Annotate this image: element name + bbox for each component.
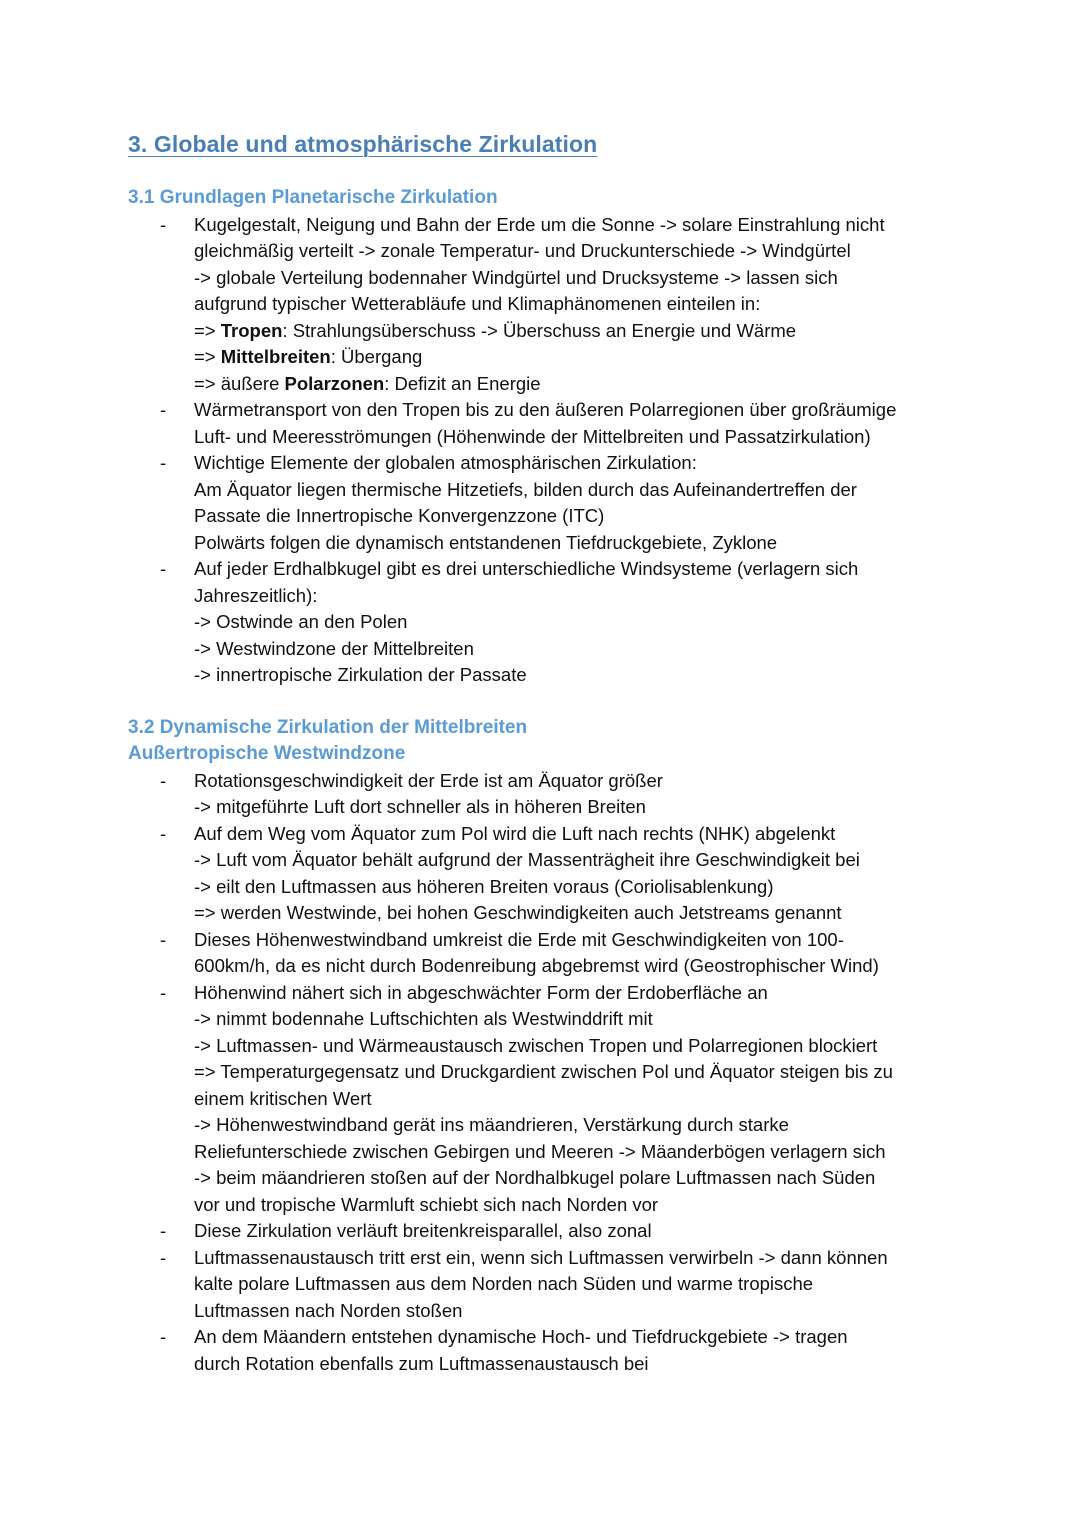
list-item: - Rotationsgeschwindigkeit der Erde ist am Äquator größer -> mitgeführte Luft dort schneller als in höheren Breiten (160, 769, 663, 817)
list-item: - Höhenwind nähert sich in abgeschwächter Form der Erdoberfläche an -> nimmt bodennahe Luftschichten als Westwinddrift mit -> Luftmassen- und Wärmeaustausch zwischen Tropen und Polarregionen blockiert => Temperaturgegensatz und Druckgardient zwischen Pol und Äquator steigen bis zu einem kritischen Wert -> Höhenwestwindband gerät ins mäandrieren, Verstärkung durch starke Reliefunterschiede zwischen Gebirgen und Meeren -> Mäanderbögen verlagern sich -> beim mäandrieren stoßen auf der Nordhalbkugel polare Luftmassen nach Süden vor und tropische Warmluft schiebt sich nach Norden vor (160, 981, 893, 1215)
bullet-dash: - (160, 452, 167, 473)
bullet-dash: - (160, 822, 167, 844)
bullet-dash: - (160, 981, 167, 1003)
list-item: - Luftmassenaustausch tritt erst ein, wenn sich Luftmassen verwirbeln -> dann können kalte polare Luftmassen aus dem Norden nach Süden und warme tropische Luftmassen nach Norden stoßen (160, 1246, 888, 1321)
bullet-dash: - (160, 1326, 167, 1347)
list-item: - Auf jeder Erdhalbkugel gibt es drei unterschiedliche Windsysteme (verlagern sich Jahreszeitlich): -> Ostwinde an den Polen -> Westwindzone der Mittelbreiten -> innertropische Zirkulation der Passate (160, 558, 859, 685)
bullet-dash: - (160, 1246, 167, 1268)
list-item: - Auf dem Weg vom Äquator zum Pol wird die Luft nach rechts (NHK) abgelenkt -> Luft vom Äquator behält aufgrund der Massenträgheit ihre Geschwindigkeit bei -> eilt den Luftmassen aus höheren Breiten voraus (Coriolisablenkung) => werden Westwinde, bei hohen Geschwindigkeiten auch Jetstreams genannt (160, 822, 860, 923)
zone-mittelbreiten: => Mittelbreiten: Übergang (194, 346, 423, 367)
list-item: - An dem Mäandern entstehen dynamische Hoch- und Tiefdruckgebiete -> tragen durch Rotation ebenfalls zum Luftmassenaustausch bei (160, 1326, 848, 1374)
document-page (128, 128, 958, 1377)
list-item: - Wärmetransport von den Tropen bis zu den äußeren Polarregionen über großräumige Luft- und Meeresströmungen (Höhenwinde der Mittelbreiten und Passatzirkulation) (160, 399, 897, 447)
zone-tropen: => Tropen: Strahlungsüberschuss -> Überschuss an Energie und Wärme (194, 319, 797, 341)
section-2-subheading: Außertropische Westwindzone (128, 743, 406, 764)
bullet-dash: - (160, 1220, 167, 1241)
bullet-dash: - (160, 928, 167, 950)
bullet-dash: - (160, 213, 167, 235)
zone-polarzonen: => äußere Polarzonen: Defizit an Energie (194, 372, 541, 394)
bullet-dash: - (160, 558, 167, 579)
section-1-list (128, 212, 958, 689)
list-item: - Kugelgestalt, Neigung und Bahn der Erde um die Sonne -> solare Einstrahlung nicht gleichmäßig verteilt -> zonale Temperatur- und Druckunterschiede -> Windgürtel -> globale Verteilung bodennaher Windgürtel und Drucksysteme -> lassen sich aufgrund typischer Wetterabläufe und Klimaphänomenen einteilen in: => Tropen: Strahlungsüberschuss -> Überschuss an Energie und Wärme => Mittelbreiten: Übergang => äußere Polarzonen: Defizit an Energie (128, 212, 958, 398)
list-item: - Diese Zirkulation verläuft breitenkreisparallel, also zonal (128, 1218, 958, 1245)
section-2-heading: 3.2 Dynamische Zirkulation der Mittelbreiten (128, 716, 528, 738)
list-item: - Dieses Höhenwestwindband umkreist die Erde mit Geschwindigkeiten von 100- 600km/h, da es nicht durch Bodenreibung abgebremst wird (Geostrophischer Wind) (160, 928, 879, 976)
bullet-dash: - (160, 399, 167, 420)
section-2-list (128, 768, 958, 1378)
list-item: - Wichtige Elemente der globalen atmosphärischen Zirkulation: Am Äquator liegen thermische Hitzetiefs, bilden durch das Aufeinandertreffen der Passate die Innertropische Konvergenzzone (ITC) Polwärts folgen die dynamisch entstandenen Tiefdruckgebiete, Zyklone (160, 452, 857, 553)
document-title: 3. Globale und atmosphärische Zirkulation (128, 131, 598, 157)
bullet-dash: - (160, 769, 167, 791)
section-1-heading: 3.1 Grundlagen Planetarische Zirkulation (128, 187, 498, 208)
